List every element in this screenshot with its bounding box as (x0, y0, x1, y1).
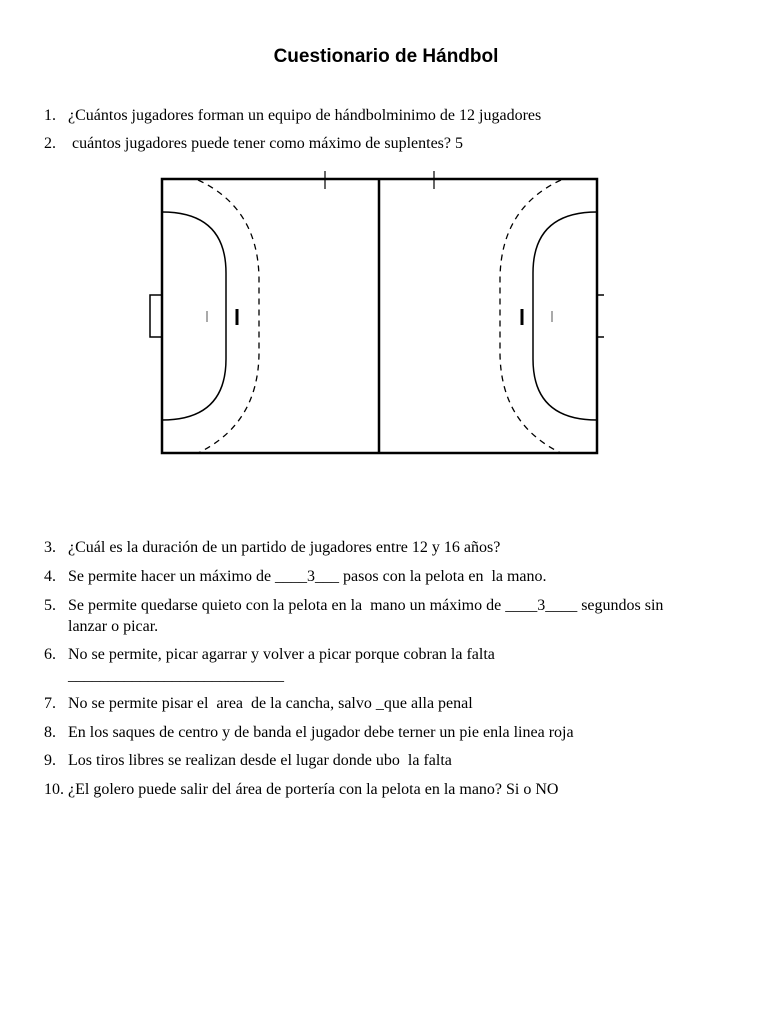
question-text: ¿Cuántos jugadores forman un equipo de hándbolminimo de 12 jugadores (68, 107, 542, 124)
question-number: 3. (44, 539, 56, 556)
question-number: 4. (44, 568, 56, 585)
question-text: Los tiros libres se realizan desde el lugar donde ubo la falta (68, 752, 452, 769)
question-9 (44, 751, 452, 771)
question-5 (44, 596, 663, 616)
right-goal-area (533, 212, 597, 420)
left-goal-area (162, 212, 226, 420)
question-number: 5. (44, 597, 56, 614)
question-number: 2. (44, 135, 56, 152)
question-number: 7. (44, 695, 56, 712)
question-text: ¿Cuál es la duración de un partido de jugadores entre 12 y 16 años? (68, 539, 501, 556)
question-number: 1. (44, 107, 56, 124)
question-2 (44, 134, 463, 154)
question-number: 6. (44, 646, 56, 663)
question-text: No se permite, picar agarrar y volver a picar porque cobran la falta (68, 646, 495, 663)
question-number: 9. (44, 752, 56, 769)
question-1 (44, 106, 541, 126)
question-6 (44, 645, 495, 665)
page-title: Cuestionario de Hándbol (273, 46, 499, 67)
question-text: Se permite quedarse quieto con la pelota en la mano un máximo de ____3____ segundos sin (68, 597, 664, 614)
question-text: En los saques de centro y de banda el jugador debe terner un pie enla linea roja (68, 724, 574, 741)
question-4 (44, 567, 547, 587)
question-text: ¿El golero puede salir del área de portería con la pelota en la mano? Si o NO (68, 781, 559, 798)
question-number: 8. (44, 724, 56, 741)
question-text: No se permite pisar el area de la cancha, salvo _que alla penal (68, 695, 473, 712)
handball-court-diagram (148, 168, 604, 458)
question-text: cuántos jugadores puede tener como máximo de suplentes? 5 (68, 135, 463, 152)
question-5-continuation: lanzar o picar. (68, 618, 159, 635)
question-10 (44, 780, 558, 800)
left-goal (150, 295, 162, 337)
question-number: 10. (44, 781, 64, 798)
answer-blank: ___________________________ (68, 667, 284, 684)
question-text: Se permite hacer un máximo de ____3___ pasos con la pelota en la mano. (68, 568, 547, 585)
question-7 (44, 694, 473, 714)
question-8 (44, 723, 574, 743)
question-3 (44, 538, 500, 558)
